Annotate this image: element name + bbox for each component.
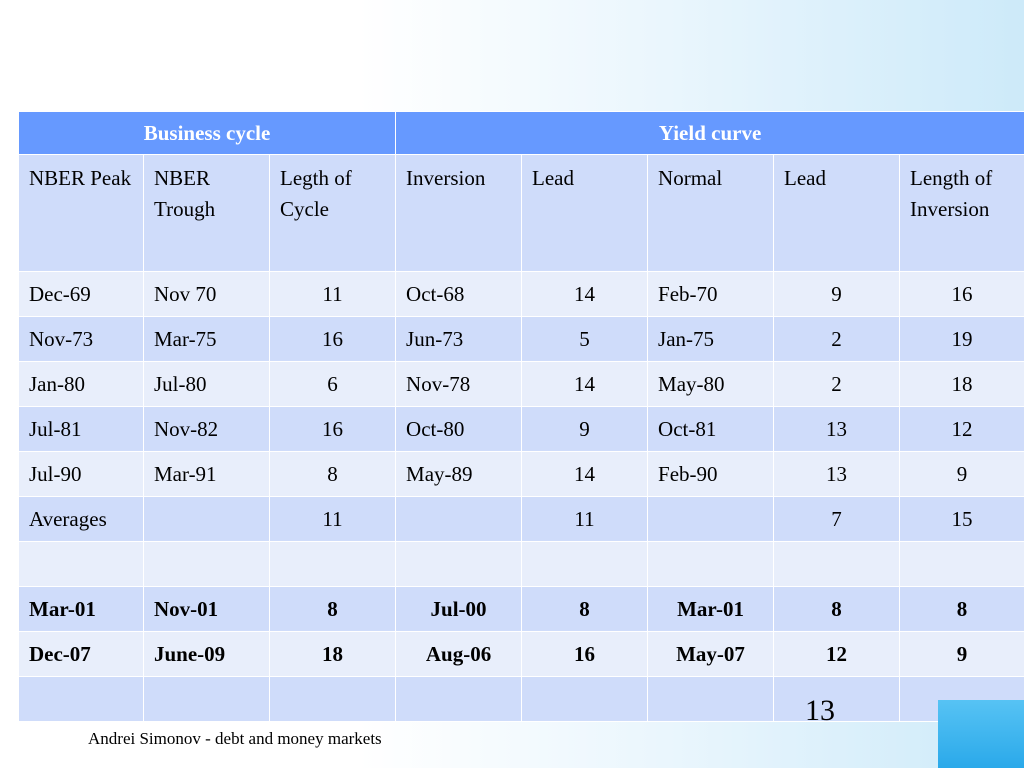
table-cell: 9 [774,272,900,317]
table-cell: Jul-90 [19,452,144,497]
table-cell: Nov-73 [19,317,144,362]
column-header: Length of Inversion [900,155,1024,272]
column-header: NBER Peak [19,155,144,272]
table-cell: 15 [900,497,1024,542]
table-cell: Aug-06 [396,632,522,677]
table-cell: May-07 [648,632,774,677]
table-cell [648,677,774,722]
table-cell: Jul-81 [19,407,144,452]
table-cell: 13 [774,407,900,452]
table-cell: 14 [522,452,648,497]
table-cell: Mar-01 [648,587,774,632]
group-header-business-cycle: Business cycle [19,112,396,155]
table-cell: Dec-69 [19,272,144,317]
group-header-yield-curve: Yield curve [396,112,1024,155]
table-cell: 6 [270,362,396,407]
table-cell [270,542,396,587]
table-row [19,407,1024,452]
slide-number: 13 [805,694,835,727]
table-cell: 12 [900,407,1024,452]
table-cell: 9 [900,452,1024,497]
table-row [19,362,1024,407]
table-cell: 2 [774,317,900,362]
table-cell: 12 [774,632,900,677]
table-cell: 18 [270,632,396,677]
table-cell: 7 [774,497,900,542]
table-cell: Jan-75 [648,317,774,362]
empty-row [19,677,1024,722]
table-cell: Dec-07 [19,632,144,677]
column-header-row [19,155,1024,272]
table-cell: 8 [522,587,648,632]
table-cell: 5 [522,317,648,362]
column-header: Lead [522,155,648,272]
table-cell: May-89 [396,452,522,497]
table-cell: 9 [900,632,1024,677]
table-row [19,452,1024,497]
table-cell: Mar-91 [144,452,270,497]
table-cell: Nov-78 [396,362,522,407]
table-row [19,587,1024,632]
table-cell: 16 [900,272,1024,317]
table-cell [19,677,144,722]
corner-decoration [938,700,1024,768]
table-cell: 8 [270,452,396,497]
table-row [19,272,1024,317]
table-cell: 16 [270,317,396,362]
table-cell: Jun-73 [396,317,522,362]
table-cell [144,542,270,587]
table-cell [900,542,1024,587]
table-cell [522,677,648,722]
table-cell: Nov-01 [144,587,270,632]
table-cell: Mar-01 [19,587,144,632]
table-cell: Nov 70 [144,272,270,317]
table-cell: 14 [522,362,648,407]
table-cell [19,542,144,587]
table-cell: 13 [774,452,900,497]
table-cell: 19 [900,317,1024,362]
table-cell: Jul-00 [396,587,522,632]
table-cell: Oct-68 [396,272,522,317]
table-cell [396,497,522,542]
table-cell: 16 [522,632,648,677]
table-row [19,632,1024,677]
table-cell: May-80 [648,362,774,407]
table-cell: 11 [522,497,648,542]
group-header-row [19,112,1024,155]
table-cell [648,497,774,542]
table-cell [774,677,900,722]
averages-row [19,497,1024,542]
column-header: Inversion [396,155,522,272]
table-cell: 11 [270,497,396,542]
table-cell: June-09 [144,632,270,677]
table-cell: 18 [900,362,1024,407]
table-cell: 11 [270,272,396,317]
table-cell: Jul-80 [144,362,270,407]
column-header: Normal [648,155,774,272]
table-cell: 8 [900,587,1024,632]
table-cell [396,677,522,722]
empty-row [19,542,1024,587]
table-cell [774,542,900,587]
table-cell: Mar-75 [144,317,270,362]
table-cell: 8 [270,587,396,632]
table-cell [648,542,774,587]
table-cell: 9 [522,407,648,452]
table-cell: 2 [774,362,900,407]
table-cell: Jan-80 [19,362,144,407]
table-row [19,317,1024,362]
table-cell [522,542,648,587]
table-cell [270,677,396,722]
table-cell [144,497,270,542]
column-header: NBER Trough [144,155,270,272]
table-cell: Averages [19,497,144,542]
table-cell [144,677,270,722]
table-cell: Oct-80 [396,407,522,452]
column-header: Legth of Cycle [270,155,396,272]
column-header: Lead [774,155,900,272]
table-cell: 14 [522,272,648,317]
table-cell [396,542,522,587]
table-cell: Feb-70 [648,272,774,317]
table-cell: Oct-81 [648,407,774,452]
footer-text: Andrei Simonov - debt and money markets [88,729,382,748]
table-cell: 16 [270,407,396,452]
table-cell: Nov-82 [144,407,270,452]
table-cell: Feb-90 [648,452,774,497]
table-cell: 8 [774,587,900,632]
yield-curve-table [18,111,1024,722]
